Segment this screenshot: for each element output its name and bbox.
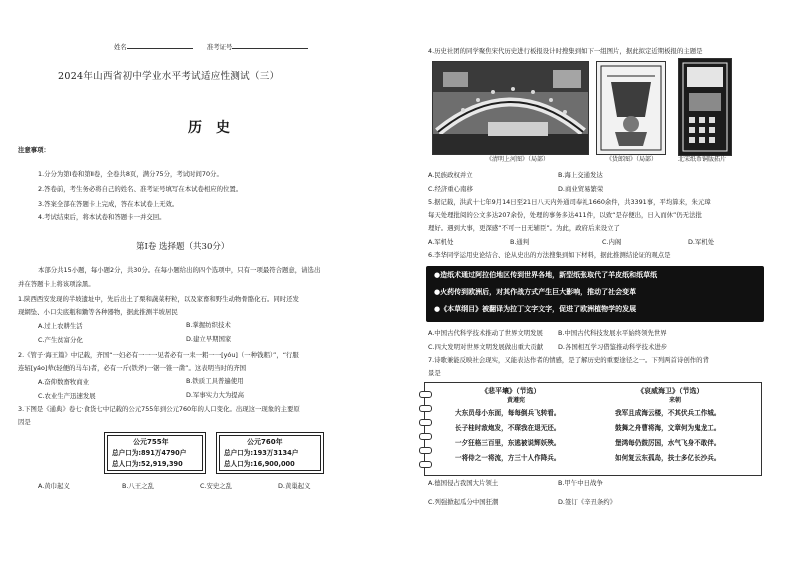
exam-title: 2024年山西省初中学业水平考试适应性测试（三） bbox=[58, 71, 280, 82]
q5-option-c[interactable]: C.内阁 bbox=[602, 238, 622, 246]
q1-stem: 1.陕西西安发现的半坡遗址中，先后出土了栗和蔬菜籽粒，以及家畜和野生动物骨骼化石。同时还发 bbox=[18, 295, 299, 303]
box-households: 总户口为:193万3134户 bbox=[224, 449, 299, 457]
box-households: 总户口为:891万4790户 bbox=[112, 449, 187, 457]
poem-line: 大东员母小东面，每每倒兵飞转看。 bbox=[455, 409, 561, 417]
ticket-blank[interactable] bbox=[232, 42, 308, 49]
q2-option-c[interactable]: C.农业生产迅速发展 bbox=[38, 392, 96, 400]
q6-option-c[interactable]: C.四大发明对世界文明发展做出重大贡献 bbox=[428, 343, 544, 351]
ticket-label: 准考证号 bbox=[206, 43, 233, 51]
painting-image-qingming bbox=[432, 61, 589, 155]
q5-stem: 理好。遇到大事，更深感“不可一日无辅臣”。为此，政府后来设立了 bbox=[428, 224, 620, 232]
q2-option-d[interactable]: D.军事实力大为提高 bbox=[186, 391, 245, 399]
caption: 《清明上河图》（局部） bbox=[486, 156, 550, 163]
q7-poem-notebook bbox=[424, 382, 762, 476]
name-blank[interactable] bbox=[127, 42, 193, 49]
q3-option-a[interactable]: A.黄巾起义 bbox=[38, 482, 70, 490]
q7-option-c[interactable]: C.列强掀起瓜分中国狂潮 bbox=[428, 498, 499, 506]
q4-option-d[interactable]: D.商业贸易繁荣 bbox=[558, 185, 604, 193]
q7-option-d[interactable]: D.签订《辛丑条约》 bbox=[558, 498, 617, 506]
q5-option-b[interactable]: B.通判 bbox=[510, 238, 530, 246]
poem-line: 一将侍之一将流，方三十人作降兵。 bbox=[455, 454, 561, 462]
q6-option-a[interactable]: A.中国古代科学技术推动了世界文明发展 bbox=[428, 329, 543, 337]
q4-option-a[interactable]: A.民族政权并立 bbox=[428, 171, 473, 179]
poem-line: 长子桂时敌炮发，不琛我在退无还。 bbox=[455, 424, 561, 432]
section-title: 第Ⅰ卷 选择题（共30分） bbox=[136, 242, 230, 252]
poem-line: 一夕狂格三百里，东逃被说辉妖殃。 bbox=[455, 439, 561, 447]
poem-line: 堡鸿每仍鼓厉国，水气飞身不敢伴。 bbox=[615, 439, 721, 447]
q4-option-b[interactable]: B.海上交通发达 bbox=[558, 171, 603, 179]
q1-option-d[interactable]: D.建立早期国家 bbox=[186, 335, 232, 343]
box-year: 公元760年 bbox=[247, 438, 283, 446]
poem-title: 《哀威海卫》（节选） bbox=[637, 387, 704, 395]
band-line: ●《本草纲目》被翻译为拉丁文字文字，促进了欧洲植物学的发展 bbox=[434, 305, 637, 313]
q3-data-box-760 bbox=[216, 432, 324, 474]
q2-option-a[interactable]: A.奋仰数畜牧商业 bbox=[38, 378, 90, 386]
name-label: 姓名 bbox=[114, 43, 127, 51]
notes-title: 注意事项： bbox=[18, 146, 50, 154]
poem-author: 来朝 bbox=[669, 397, 682, 404]
q3-stem: 3.下图是《通典》卷七·食货七中记载的公元755年到公元760年的人口变化。出现这一现象的主要原 bbox=[18, 405, 300, 413]
q4-stem: 4.历史社团的同学聚焦宋代历史进行板报设计时搜集到如下一组图片，据此拟定近期板报的主题是 bbox=[428, 47, 703, 55]
notebook-ring bbox=[419, 461, 432, 468]
notebook-ring bbox=[419, 419, 432, 426]
box-year: 公元755年 bbox=[133, 438, 169, 446]
subject-title: 历史 bbox=[188, 120, 244, 136]
section-intro: 本部分共15小题，每小题2分，共30分。在每小题给出的四个选项中，只有一项最符合题意，请选出 bbox=[38, 266, 321, 274]
q6-option-b[interactable]: B.中国古代科技发展水平始终领先世界 bbox=[558, 329, 667, 337]
poem-title: 《悲平壤》（节选） bbox=[481, 387, 541, 395]
caption: 北宋纸币铜版拓片 bbox=[678, 156, 727, 163]
q7-option-a[interactable]: A.德国侵占我国大片领土 bbox=[428, 479, 499, 487]
q2-stem: 连轺[yáo]辇(轻便的马车)者，必有一斤(铁斧)一锯一锥一凿”。这表明当时的齐国 bbox=[18, 364, 246, 372]
name-line bbox=[114, 42, 308, 51]
q1-option-a[interactable]: A.过上农耕生活 bbox=[38, 322, 83, 330]
q2-option-b[interactable]: B.铁质工具普遍使用 bbox=[186, 377, 244, 385]
caption: 《货郎图》（局部） bbox=[606, 156, 658, 163]
q3-option-c[interactable]: C.安史之乱 bbox=[200, 482, 233, 490]
section-intro: 并在答题卡上将该项涂黑。 bbox=[18, 280, 95, 288]
box-population: 总人口为:52,919,390 bbox=[112, 460, 183, 468]
q4-option-c[interactable]: C.经济重心南移 bbox=[428, 185, 473, 193]
painting-image-peddler bbox=[596, 61, 666, 155]
q6-stem: 6.李华同学运用史论结合、论从史出的方法搜集到如下材料，据此推测结论证的观点是 bbox=[428, 251, 671, 259]
note-item: 2.答卷前，考生务必将自己的姓名、准考证号填写在本试卷相应的位置。 bbox=[38, 185, 243, 193]
q3-option-d[interactable]: D.黄巢起义 bbox=[278, 482, 311, 490]
poem-line: 我军且成海云楼，不其伏兵工作城。 bbox=[615, 409, 721, 417]
band-line: ●造纸术通过阿拉伯地区传到世界各地，新型纸张取代了羊皮纸和纸草纸 bbox=[434, 271, 658, 279]
q1-option-c[interactable]: C.产生贫富分化 bbox=[38, 336, 83, 344]
q5-option-d[interactable]: D.军机处 bbox=[688, 238, 715, 246]
poem-line: 如何复云东孤岛，扶士多亿长沙兵。 bbox=[615, 454, 721, 462]
q3-stem: 因是 bbox=[18, 418, 31, 426]
band-line: ●火药传到欧洲后，对其作战方式产生巨大影响，推动了社会变革 bbox=[434, 288, 637, 296]
notebook-ring bbox=[419, 433, 432, 440]
q6-material-band bbox=[426, 266, 764, 322]
q1-option-b[interactable]: B.掌握纺织技术 bbox=[186, 321, 231, 329]
q7-stem: 7.诗歌兼能反映社会现实，又能表达作者的情感，是了解历史的重要途径之一。下列两首诗创作的背 bbox=[428, 356, 709, 364]
q7-option-b[interactable]: B.甲午中日战争 bbox=[558, 479, 603, 487]
q6-option-d[interactable]: D.各国相互学习借鉴推动科学技术进步 bbox=[558, 343, 668, 351]
note-item: 1.分分为第Ⅰ卷和第Ⅱ卷，全卷共8页，满分75分，考试时间70分。 bbox=[38, 170, 223, 178]
q5-option-a[interactable]: A.军机处 bbox=[428, 238, 454, 246]
q3-data-box-755 bbox=[104, 432, 206, 474]
q1-stem: 现網坠、小口尖底瓶和鋤等各种器物，据此推测半坡居民 bbox=[18, 308, 178, 316]
poem-author: 黄遵宪 bbox=[507, 397, 526, 404]
q7-stem: 景是 bbox=[428, 369, 441, 377]
q3-option-b[interactable]: B.八王之乱 bbox=[122, 482, 154, 490]
notebook-ring bbox=[419, 447, 432, 454]
note-item: 4.考试结束后，将本试卷和答题卡一并交回。 bbox=[38, 213, 166, 221]
q5-stem: 每天处理批阅的公文多达207余份，处理的事务多达411件，以致“是存便出，日入而休”仍无法批 bbox=[428, 211, 702, 219]
q2-stem: 2.《管子·海王篇》中记载，齐国“一妇必有一一一见者必有一耒一耜一一[yóu]（一种钱耜）”，“行服 bbox=[18, 351, 299, 359]
banknote-rubbing-image bbox=[678, 58, 732, 156]
poem-line: 鼓舞之舟曹将海，文章何为鬼龙工。 bbox=[615, 424, 721, 432]
note-item: 3.答案全部在答题卡上完成，答在本试卷上无效。 bbox=[38, 200, 179, 208]
q5-stem: 5.据记载，洪武十七年9月14日至21日八天内外通司奉礼1660余件，共3391事，平均算来，朱元璋 bbox=[428, 198, 711, 206]
box-population: 总人口为:16,900,000 bbox=[224, 460, 295, 468]
notebook-ring bbox=[419, 405, 432, 412]
notebook-ring bbox=[419, 391, 432, 398]
